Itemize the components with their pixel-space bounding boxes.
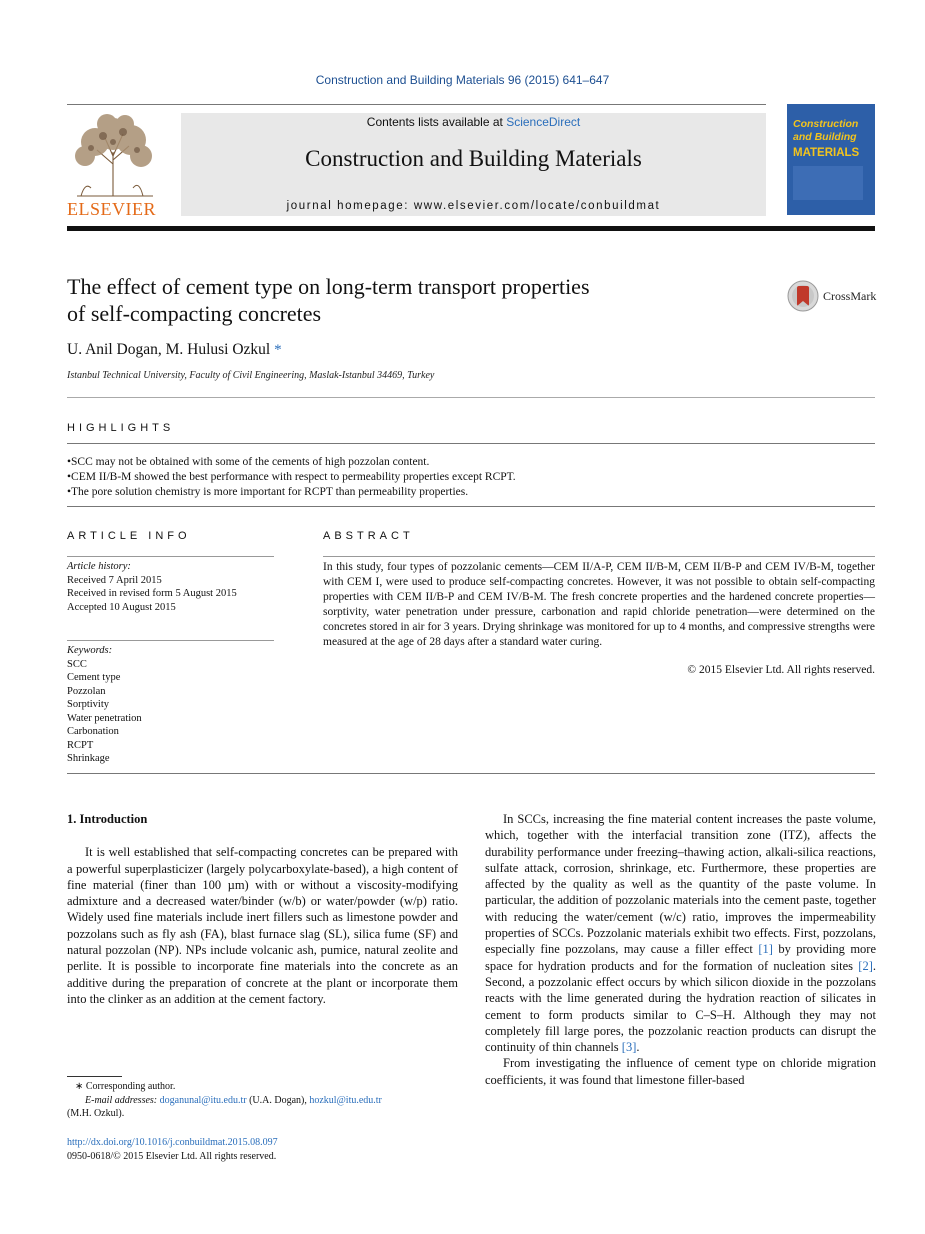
- keywords-rule: [67, 640, 274, 641]
- journal-banner: [181, 113, 766, 216]
- abstract-copyright: © 2015 Elsevier Ltd. All rights reserved.: [687, 664, 875, 676]
- email-owner-1: (U.A. Dogan),: [249, 1094, 307, 1106]
- keyword: Sorptivity: [67, 699, 110, 710]
- journal-homepage[interactable]: journal homepage: www.elsevier.com/locate/conbuildmat: [286, 200, 661, 212]
- intro-paragraph-3: From investigating the influence of cement type on chloride migration coefficients, it was found that limestone filler-based: [485, 1056, 876, 1087]
- history-label: Article history:: [67, 561, 131, 572]
- email-line: [67, 1094, 458, 1108]
- keyword: Cement type: [67, 672, 121, 683]
- journal-cover[interactable]: [787, 104, 875, 215]
- para2-text-c: . Second, a pozzolanic effect occurs by which silicon dioxide in the pozzolans reacts with the lime generated during the hydration reaction of silicates in cement to form products similar to C–S–H. Although they may not completely fill large pores, the pozzolanic reaction products can disrupt the continuity of thin channels: [485, 958, 876, 1055]
- highlights-rule: [67, 443, 875, 444]
- keyword: Pozzolan: [67, 685, 106, 697]
- keyword: Carbonation: [67, 726, 119, 737]
- highlight-item: • CEM II/B-M showed the best performance with respect to permeability properties except RCPT.: [67, 470, 516, 485]
- footnote-block: [67, 1080, 458, 1121]
- intro-paragraph-2: [485, 811, 876, 1055]
- rule-below-abstract: [67, 773, 875, 774]
- abstract-text: In this study, four types of pozzolanic cements—CEM II/A-P, CEM II/B-M, CEM II/B-P and CEM IV/B-M, together with CEM I, were used to produce self-compacting concretes. However, it was not possible to obtain self-compacting properties with CEM II/B-P and CEM IV/B-M. The fresh concrete properties and the hardened concrete properties—sorptivity, water penetration under pressure, carbonation and rapid chloride penetration—were determined on the concretes stored in air for 3 years. Drying shrinkage was monitored for up to 4 months, and compressive strengths were measured at the age of 28 days after a standard water curing.: [323, 561, 875, 648]
- corresponding-label: Corresponding author.: [85, 1081, 176, 1092]
- corresponding-note: [67, 1080, 458, 1094]
- cover-materials: MATERIALS: [793, 147, 860, 159]
- intro-paragraph-1: It is well established that self-compacting concretes can be prepared with a powerful superplasticizer (largely polycarboxylate-based), a high content of fine material (finer than 100 µm) with or without a viscosity-modifying admixture and a decreased water/binder (w/b) or water/powder (w/p) ratio. Widely used fine materials include inert fillers such as limestone powder and pozzolans such as fly ash (FA), blast furnace slag (SL), silica fume (SF) and natural pozzolan (NP). NPs include volcanic ash, pumice, natural zeolite and perlite. It is possible to incorporate fine materials into the concrete as an additive during the preparation of concrete at the plant or incorporate them into the clinker as an addition at the cement factory.: [67, 845, 458, 1006]
- keyword: SCC: [67, 658, 87, 670]
- abstract-heading: ABSTRACT: [323, 530, 414, 542]
- contents-line: [181, 115, 766, 129]
- keywords-label: Keywords:: [67, 645, 113, 656]
- issn-line: 0950-0618/© 2015 Elsevier Ltd. All rights reserved.: [67, 1150, 277, 1162]
- crossmark-label: CrossMark: [823, 289, 877, 303]
- journal-citation[interactable]: Construction and Building Materials 96 (2015) 641–647: [315, 73, 610, 87]
- article-history: [67, 560, 277, 614]
- contents-prefix: Contents lists available at: [366, 115, 507, 129]
- authors-line: [67, 341, 282, 359]
- header-thick-rule: [67, 226, 875, 231]
- reference-1-link[interactable]: [1]: [758, 942, 773, 957]
- header-rule: [67, 104, 766, 105]
- received-date: Received 7 April 2015: [67, 574, 162, 586]
- para2-text-d: .: [636, 1040, 640, 1055]
- intro-right-column: [485, 811, 876, 1088]
- intro-left-column: [67, 811, 458, 1007]
- cover-title: Construction and Building: [793, 118, 859, 143]
- revised-date: Received in revised form 5 August 2015: [67, 588, 237, 599]
- email-link-ozkul[interactable]: hozkul@itu.edu.tr: [309, 1094, 382, 1106]
- article-info-rule: [67, 556, 274, 557]
- article-title: [67, 273, 707, 327]
- highlights-list: [67, 455, 516, 500]
- reference-3-link[interactable]: [3]: [621, 1040, 637, 1055]
- crossmark-badge[interactable]: [787, 280, 925, 312]
- keyword: Water penetration: [67, 712, 142, 724]
- highlights-heading: HIGHLIGHTS: [67, 422, 175, 434]
- article-info-heading: ARTICLE INFO: [67, 530, 191, 542]
- elsevier-tree-logo: [67, 112, 159, 198]
- para2-text-a: In SCCs, increasing the fine material content increases the paste volume, which, together with the interfacial transition zone (ITZ), affects the durability performance under freezing–thawing action, alkali-silica reactions, sulfate attack, corrosion, shrinkage, etc. Furthermore, these properties are affected by the quality as well as the quantity of the paste volume. In particular, the addition of pozzolanic materials into the cement paste, together with reducing the water/cement (w/c) ratio, improves the impermeability properties of SCCs. Pozzolanic materials exhibit two effects. First, pozzolans, especially fine pozzolans, may cause a filler effect: [485, 812, 876, 957]
- accepted-date: Accepted 10 August 2015: [67, 601, 176, 613]
- title-line-1: The effect of cement type on long-term transport properties: [67, 274, 590, 299]
- reference-2-link[interactable]: [2]: [858, 958, 873, 973]
- para2-text-b: by providing more space for hydration products and for the formation of nucleation sites: [485, 942, 876, 973]
- sciencedirect-link[interactable]: ScienceDirect: [506, 115, 581, 129]
- elsevier-wordmark: ELSEVIER: [67, 199, 156, 219]
- highlight-item: • SCC may not be obtained with some of the cements of high pozzolan content.: [67, 455, 516, 470]
- doi-link[interactable]: http://dx.doi.org/10.1016/j.conbuildmat.2015.08.097: [67, 1137, 278, 1148]
- keywords-block: [67, 644, 277, 766]
- corresponding-author-mark[interactable]: *: [274, 342, 282, 358]
- rule-below-highlights: [67, 506, 875, 507]
- email-owner-2: (M.H. Ozkul).: [67, 1108, 125, 1119]
- title-line-2: of self-compacting concretes: [67, 301, 322, 326]
- email-link-dogan[interactable]: doganunal@itu.edu.tr: [159, 1094, 247, 1106]
- footnote-rule: [67, 1076, 122, 1077]
- abstract-rule: [323, 556, 875, 557]
- keyword: RCPT: [67, 739, 94, 751]
- email-label: E-mail addresses:: [85, 1094, 158, 1106]
- authors: U. Anil Dogan, M. Hulusi Ozkul: [67, 341, 271, 358]
- highlight-item: • The pore solution chemistry is more important for RCPT than permeability properties.: [67, 485, 516, 500]
- journal-name: Construction and Building Materials: [305, 146, 642, 171]
- rule-above-highlights: [67, 397, 875, 398]
- keyword: Shrinkage: [67, 753, 110, 764]
- intro-heading: 1. Introduction: [67, 812, 148, 826]
- cover-decoration: [793, 166, 863, 200]
- doi-block: [67, 1136, 458, 1163]
- affiliation: Istanbul Technical University, Faculty of Civil Engineering, Maslak-Istanbul 34469, Turkey: [67, 370, 435, 381]
- footnote-star: ∗: [75, 1081, 86, 1092]
- crossmark-icon: [787, 280, 819, 312]
